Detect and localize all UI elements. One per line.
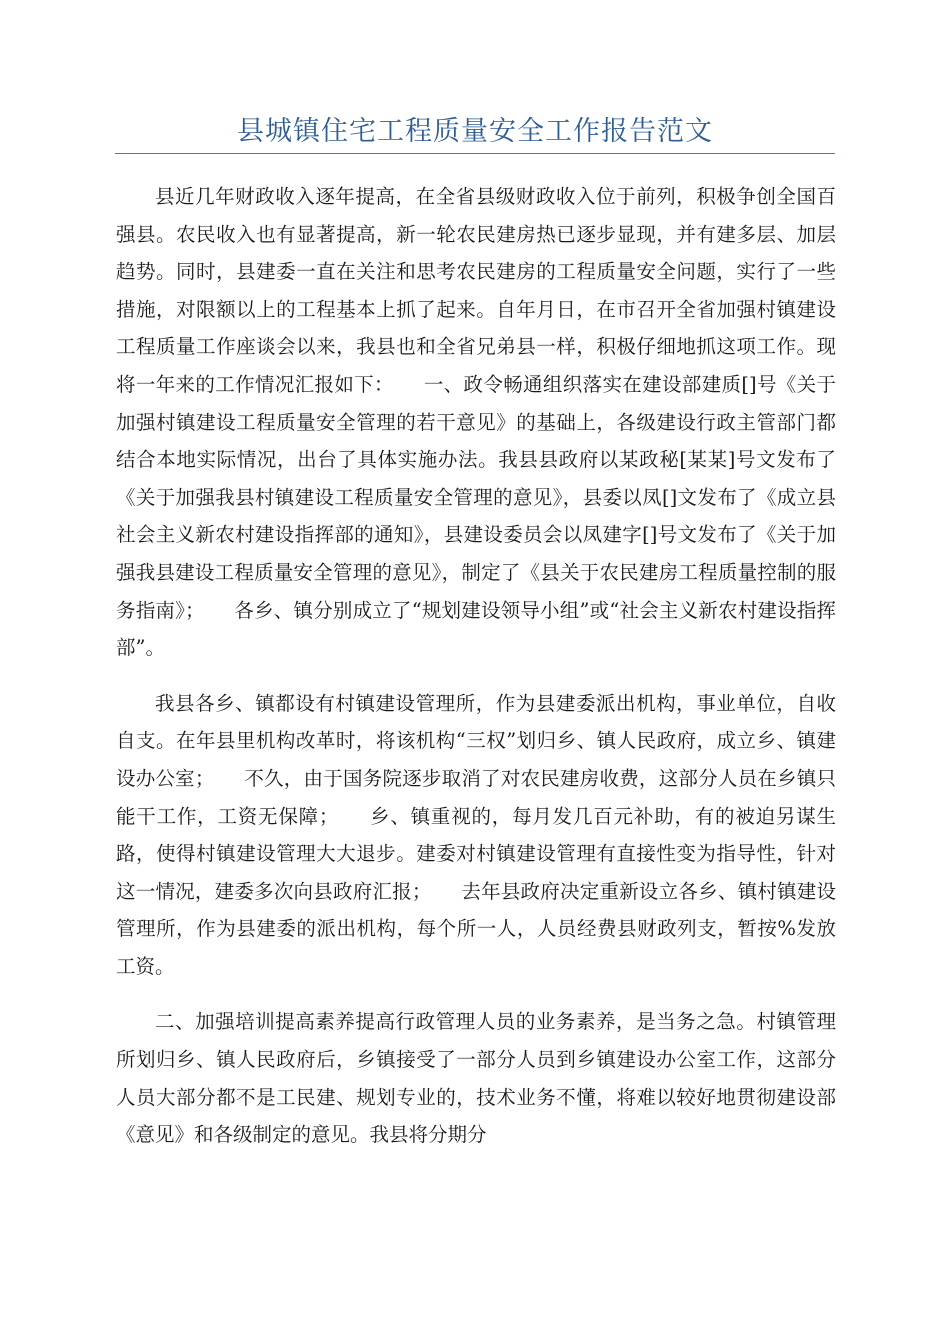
paragraph-1: 县近几年财政收入逐年提高，在全省县级财政收入位于前列，积极争创全国百强县。农民收入也有显著提高，新一轮农民建房热已逐步显现，并有建多层、加层趋势。同时，县建委一直在关注和思考农民建房的工程质量安全问题，实行了一些措施，对限额以上的工程基本上抓了起来。自年月日，在市召开全省加强村镇建设工程质量工作座谈会以来，我县也和全省兄弟县一样，积极仔细地抓这项工作。现将一年来的工作情况汇报如下： 一、政令畅通组织落实在建设部建质[]号《关于加强村镇建设工程质量安全管理的若干意见》的基础上，各级建设行政主管部门都结合本地实际情况，出台了具体实施办法。我县县政府以某政秘[某某]号文发布了《关于加强我县村镇建设工程质量安全管理的意见》，县委以凤[]文发布了《成立县社会主义新农村建设指挥部的通知》，县建设委员会以凤建字[]号文发布了《关于加强我县建设工程质量安全管理的意见》，制定了《县关于农民建房工程质量控制的服务指南》； 各乡、镇分别成立了“规划建设领导小组”或“社会主义新农村建设指挥部”。 — [116, 185, 836, 660]
document-body — [116, 178, 836, 1172]
title-underline — [115, 153, 835, 154]
paragraph-2: 我县各乡、镇都设有村镇建设管理所，作为县建委派出机构，事业单位，自收自支。在年县里机构改革时，将该机构“三权”划归乡、镇人民政府，成立乡、镇建设办公室； 不久，由于国务院逐步取消了对农民建房收费，这部分人员在乡镇只能干工作，工资无保障； 乡、镇重视的，每月发几百元补助，有的被迫另谋生路，使得村镇建设管理大大退步。建委对村镇建设管理有直接性变为指导性，针对这一情况，建委多次向县政府汇报； 去年县政府决定重新设立各乡、镇村镇建设管理所，作为县建委的派出机构，每个所一人，人员经费县财政列支，暂按%发放工资。 — [116, 691, 836, 978]
document-title: 县城镇住宅工程质量安全工作报告范文 — [237, 116, 713, 147]
paragraph-3: 二、加强培训提高素养提高行政管理人员的业务素养，是当务之急。村镇管理所划归乡、镇人民政府后，乡镇接受了一部分人员到乡镇建设办公室工作，这部分人员大部分都不是工民建、规划专业的，技术业务不懂，将难以较好地贯彻建设部《意见》和各级制定的意见。我县将分期分 — [116, 1010, 836, 1147]
